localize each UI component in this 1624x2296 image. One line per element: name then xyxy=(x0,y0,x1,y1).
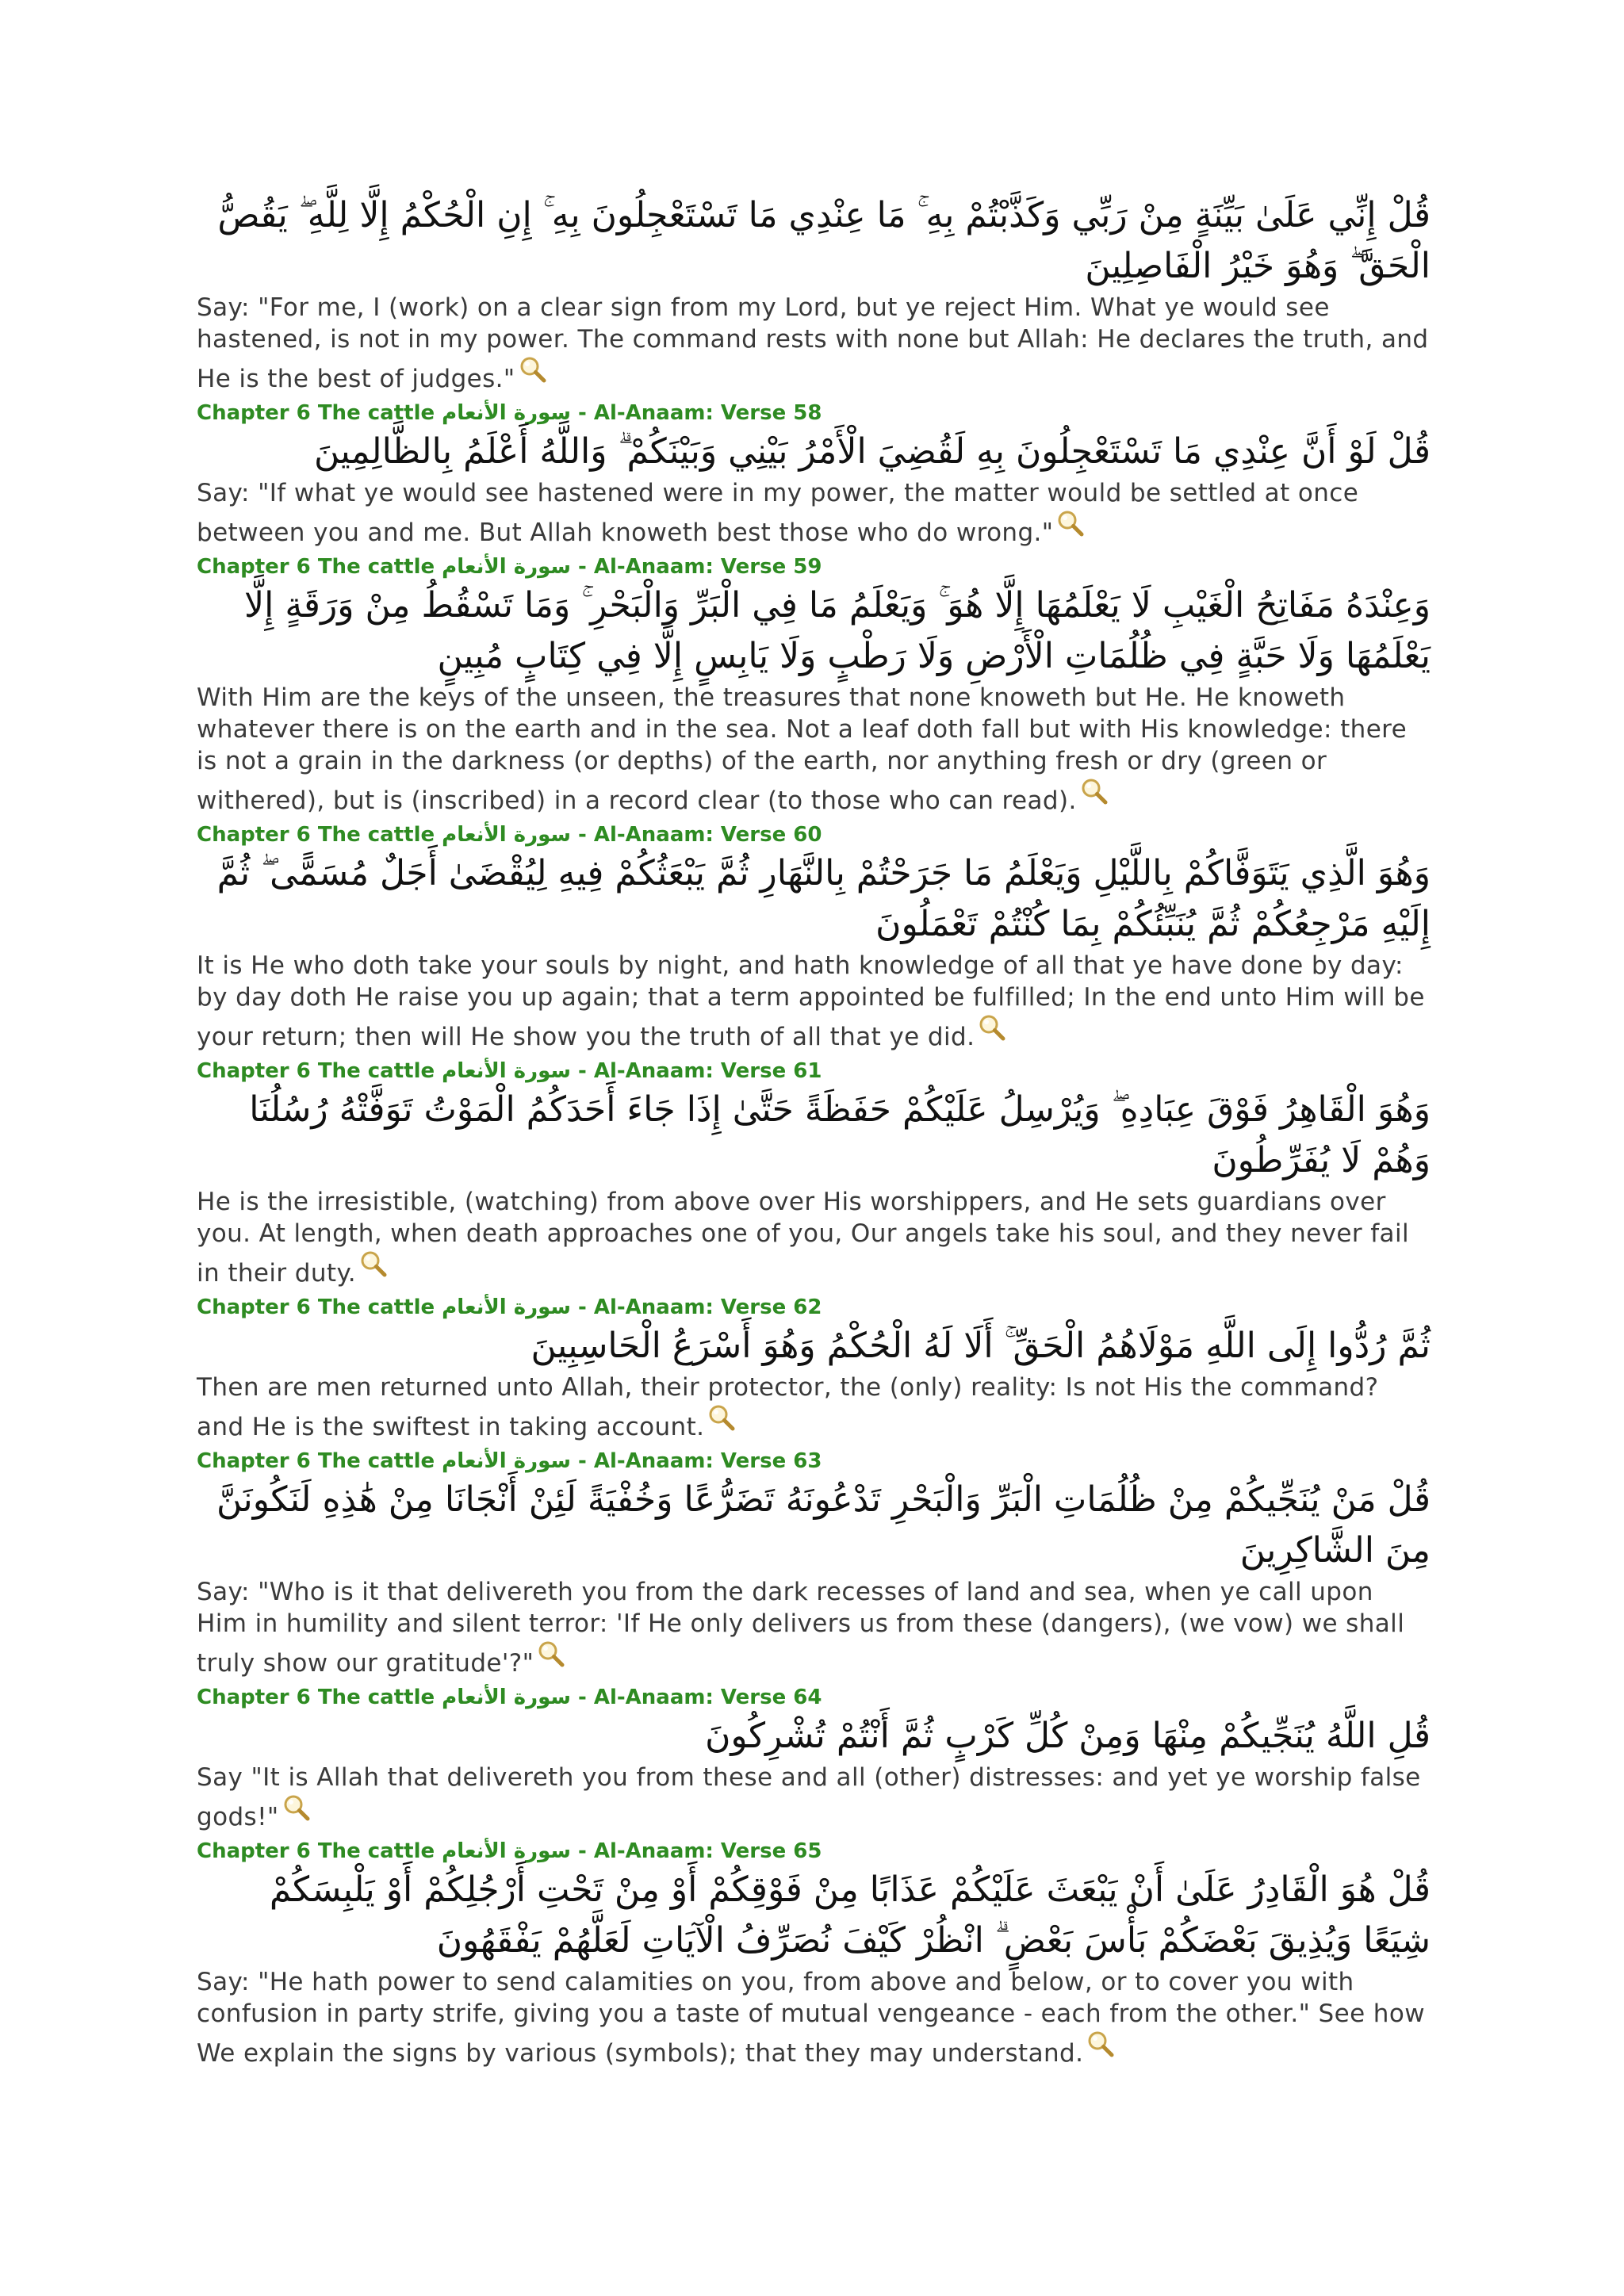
english-translation xyxy=(197,477,1431,549)
verse-block xyxy=(197,400,1431,549)
verse-list xyxy=(197,190,1431,2069)
english-translation xyxy=(197,682,1431,817)
arabic-verse: قُلِ اللَّهُ يُنَجِّيكُمْ مِنْهَا وَمِنْ كُلِّ كَرْبٍ ثُمَّ أَنْتُمْ تُشْرِكُونَ xyxy=(705,1716,1431,1756)
english-translation xyxy=(197,1372,1431,1443)
arabic-verse: قُلْ إِنِّي عَلَىٰ بَيِّنَةٍ مِنْ رَبِّي وَكَذَّبْتُمْ بِهِ ۚ مَا عِنْدِي مَا تَسْتَعْجِلُونَ بِهِ ۚ إِنِ الْحُكْمُ إِلَّا لِلَّهِ ۖ يَقُصُّ الْحَقَّ ۖ وَهُوَ خَيْرُ الْفَاصِلِينَ xyxy=(217,195,1431,286)
verse-block xyxy=(197,1448,1431,1679)
arabic-verse: وَهُوَ الْقَاهِرُ فَوْقَ عِبَادِهِ ۖ وَيُرْسِلُ عَلَيْكُمْ حَفَظَةً حَتَّىٰ إِذَا جَاءَ أَحَدَكُمُ الْمَوْتُ تَوَفَّتْهُ رُسُلُنَا وَهُمْ لَا يُفَرِّطُونَ xyxy=(249,1089,1431,1181)
verse-heading: Chapter 6 The cattle سورة الأنعام - Al-Anaam: Verse 61 xyxy=(197,1059,822,1083)
magnifier-icon[interactable] xyxy=(707,1403,736,1432)
verse-heading: Chapter 6 The cattle سورة الأنعام - Al-Anaam: Verse 58 xyxy=(197,401,822,425)
verse-block xyxy=(197,190,1431,395)
english-translation xyxy=(197,1186,1431,1289)
arabic-verse: وَهُوَ الَّذِي يَتَوَفَّاكُمْ بِاللَّيْلِ وَيَعْلَمُ مَا جَرَحْتُمْ بِالنَّهَارِ ثُمَّ يَبْعَثُكُمْ فِيهِ لِيُقْضَىٰ أَجَلٌ مُسَمًّى ۖ ثُمَّ إِلَيْهِ مَرْجِعُكُمْ ثُمَّ يُنَبِّئُكُمْ بِمَا كُنْتُمْ تَعْمَلُونَ xyxy=(216,853,1431,944)
arabic-verse: قُلْ مَنْ يُنَجِّيكُمْ مِنْ ظُلُمَاتِ الْبَرِّ وَالْبَحْرِ تَدْعُونَهُ تَضَرُّعًا وَخُفْيَةً لَئِنْ أَنْجَانَا مِنْ هَٰذِهِ لَنَكُونَنَّ مِنَ الشَّاكِرِينَ xyxy=(216,1479,1431,1571)
translation-text: Say "It is Allah that delivereth you from these and all (other) distresses: and yet ye worship false gods!" xyxy=(197,1763,1421,1831)
verse-heading: Chapter 6 The cattle سورة الأنعام - Al-Anaam: Verse 65 xyxy=(197,1839,822,1863)
verse-block xyxy=(197,1058,1431,1289)
translation-text: Say: "If what ye would see hastened were in my power, the matter would be settled at once between you and me. But Allah knoweth best those who do wrong." xyxy=(197,479,1359,547)
verse-heading: Chapter 6 The cattle سورة الأنعام - Al-Anaam: Verse 59 xyxy=(197,555,822,579)
translation-text: With Him are the keys of the unseen, the treasures that none knoweth but He. He knoweth whatever there is on the earth and in the sea. Not a leaf doth fall but with His knowledge: there is not a grain in the darkness (or depths) of the earth, nor anything fresh or dry (green or withered), but is (inscribed) in a record clear (to those who can read). xyxy=(197,683,1408,815)
magnifier-icon[interactable] xyxy=(537,1640,565,1668)
verse-heading: Chapter 6 The cattle سورة الأنعام - Al-Anaam: Verse 64 xyxy=(197,1686,822,1709)
verse-block xyxy=(197,1294,1431,1443)
translation-text: Say: "Who is it that delivereth you from the dark recesses of land and sea, when ye call upon Him in humility and silent terror: 'If He only delivers us from these (dangers), (we vow) we shall truly show our gratitude'?" xyxy=(197,1578,1405,1678)
arabic-verse: قُلْ هُوَ الْقَادِرُ عَلَىٰ أَنْ يَبْعَثَ عَلَيْكُمْ عَذَابًا مِنْ فَوْقِكُمْ أَوْ مِنْ تَحْتِ أَرْجُلِكُمْ أَوْ يَلْبِسَكُمْ شِيَعًا وَيُذِيقَ بَعْضَكُمْ بَأْسَ بَعْضٍ ۗ انْظُرْ كَيْفَ نُصَرِّفُ الْآيَاتِ لَعَلَّهُمْ يَفْقَهُونَ xyxy=(269,1869,1431,1961)
translation-text: Then are men returned unto Allah, their protector, the (only) reality: Is not His the command? and He is the swiftest in taking account. xyxy=(197,1373,1379,1441)
verse-block xyxy=(197,821,1431,1053)
arabic-verse: قُلْ لَوْ أَنَّ عِنْدِي مَا تَسْتَعْجِلُونَ بِهِ لَقُضِيَ الْأَمْرُ بَيْنِي وَبَيْنَكُمْ ۗ وَاللَّهُ أَعْلَمُ بِالظَّالِمِينَ xyxy=(313,431,1431,472)
magnifier-icon[interactable] xyxy=(978,1013,1006,1042)
english-translation xyxy=(197,1966,1431,2069)
magnifier-icon[interactable] xyxy=(1056,509,1085,538)
verse-block xyxy=(197,1684,1431,1833)
english-translation xyxy=(197,292,1431,395)
magnifier-icon[interactable] xyxy=(1080,777,1109,806)
magnifier-icon[interactable] xyxy=(519,355,547,384)
arabic-verse: وَعِنْدَهُ مَفَاتِحُ الْغَيْبِ لَا يَعْلَمُهَا إِلَّا هُوَ ۚ وَيَعْلَمُ مَا فِي الْبَرِّ وَالْبَحْرِ ۚ وَمَا تَسْقُطُ مِنْ وَرَقَةٍ إِلَّا يَعْلَمُهَا وَلَا حَبَّةٍ فِي ظُلُمَاتِ الْأَرْضِ وَلَا رَطْبٍ وَلَا يَابِسٍ إِلَّا فِي كِتَابٍ مُبِينٍ xyxy=(244,585,1431,676)
arabic-verse: ثُمَّ رُدُّوا إِلَى اللَّهِ مَوْلَاهُمُ الْحَقِّ ۚ أَلَا لَهُ الْحُكْمُ وَهُوَ أَسْرَعُ الْحَاسِبِينَ xyxy=(530,1326,1431,1366)
magnifier-icon[interactable] xyxy=(282,1793,311,1822)
magnifier-icon[interactable] xyxy=(1086,2030,1115,2058)
english-translation xyxy=(197,1762,1431,1833)
english-translation xyxy=(197,1576,1431,1679)
magnifier-icon[interactable] xyxy=(359,1249,388,1278)
verse-block xyxy=(197,1838,1431,2069)
verse-block xyxy=(197,553,1431,817)
translation-text: Say: "For me, I (work) on a clear sign from my Lord, but ye reject Him. What ye would see hastened, is not in my power. The command rests with none but Allah: He declares the truth, and He is the best of judges." xyxy=(197,293,1429,393)
verse-heading: Chapter 6 The cattle سورة الأنعام - Al-Anaam: Verse 63 xyxy=(197,1449,822,1473)
english-translation xyxy=(197,950,1431,1053)
verse-heading: Chapter 6 The cattle سورة الأنعام - Al-Anaam: Verse 62 xyxy=(197,1295,822,1319)
translation-text: It is He who doth take your souls by night, and hath knowledge of all that ye have done by day: by day doth He raise you up again; that a term appointed be fulfilled; In the end unto Him will be your return; then will He show you the truth of all that ye did. xyxy=(197,951,1425,1051)
translation-text: He is the irresistible, (watching) from above over His worshippers, and He sets guardians over you. At length, when death approaches one of you, Our angels take his soul, and they never fail in their duty. xyxy=(197,1188,1409,1288)
translation-text: Say: "He hath power to send calamities on you, from above and below, or to cover you with confusion in party strife, giving you a taste of mutual vengeance - each from the other." See how We explain the signs by various (symbols); that they may understand. xyxy=(197,1968,1425,2068)
verse-heading: Chapter 6 The cattle سورة الأنعام - Al-Anaam: Verse 60 xyxy=(197,823,822,847)
